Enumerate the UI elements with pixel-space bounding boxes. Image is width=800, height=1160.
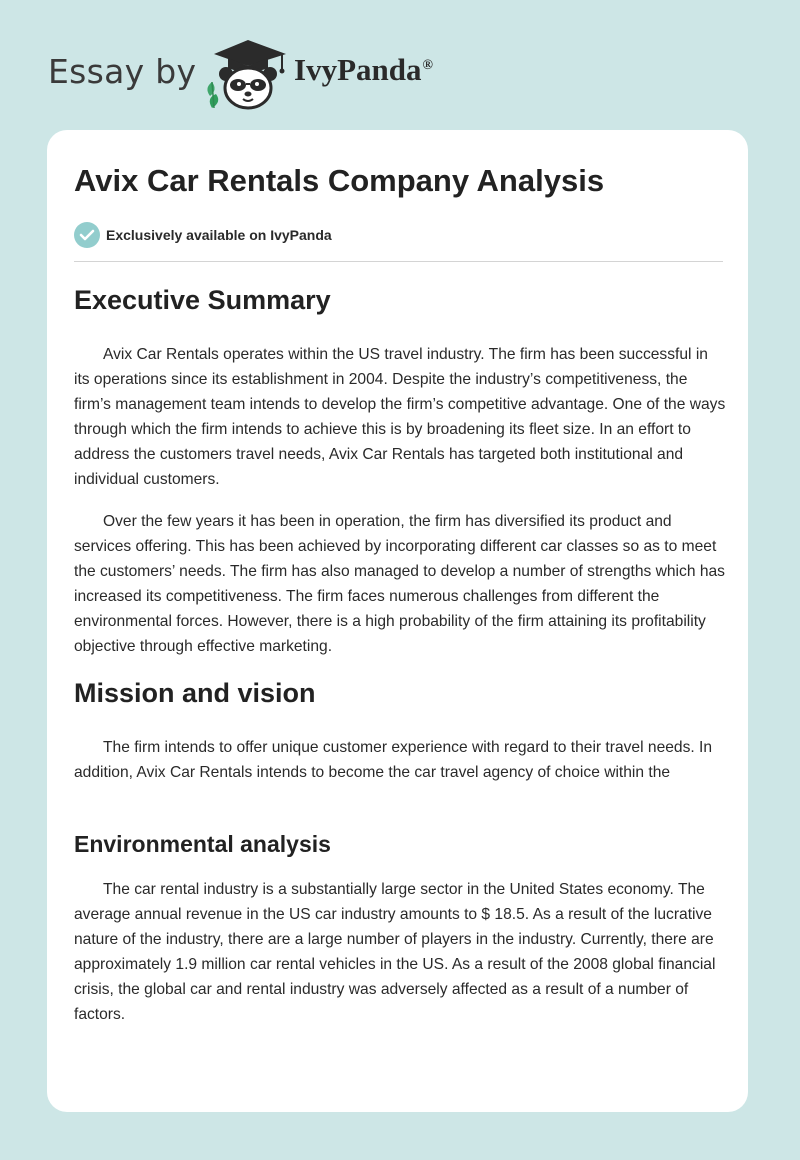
site-header — [0, 0, 800, 130]
brand-logo-text[interactable] — [294, 52, 433, 88]
exclusive-badge — [74, 222, 332, 248]
page-title: Avix Car Rentals Company Analysis — [74, 163, 605, 198]
section-heading-mission-and-vision: Mission and vision — [74, 678, 316, 708]
title-divider — [74, 261, 723, 262]
section-heading-environmental-analysis: Environmental analysis — [74, 831, 331, 857]
paragraph: Over the few years it has been in operation, the firm has diversified its product and services offering. This has been achieved by incorporating different car classes so as to meet the customers’ needs. The firm has also managed to develop a number of strengths which has increased its competitiveness. The firm faces numerous challenges from different the environmental forces. However, there is a high probability of the firm attaining its profitability objective through effective marketing. — [74, 513, 725, 655]
section-heading-executive-summary: Executive Summary — [74, 285, 331, 315]
checkmark-icon — [74, 222, 100, 248]
paragraph: The firm intends to offer unique customer experience with regard to their travel needs. In addition, Avix Car Rentals intends to become the car travel agency of choice within the — [74, 739, 713, 781]
paragraph: Avix Car Rentals operates within the US travel industry. The firm has been successful in its operations since its establishment in 2004. Despite the industry’s competitiveness, the firm’s management team intends to develop the firm’s competitive advantage. One of the ways through which the firm intends to achieve this is by broadening its fleet size. In an effort to address the customers travel needs, Avix Car Rentals has targeted both institutional and individual customers. — [74, 346, 726, 488]
badge-label: Exclusively available on IvyPanda — [106, 227, 332, 243]
brand-name: IvyPanda — [294, 52, 422, 87]
essay-by-label: Essay by — [48, 52, 197, 91]
panda-mascot-icon — [200, 36, 290, 112]
registered-mark: ® — [422, 57, 433, 73]
paragraph: The car rental industry is a substantially large sector in the United States economy. The average annual revenue in the US car industry amounts to $ 18.5. As a result of the lucrative nature of the industry, there are a large number of players in the industry. Currently, there are approximately 1.9 million car rental vehicles in the US. As a result of the 2008 global financial crisis, the global car and rental industry was adversely affected as a result of a number of factors. — [74, 881, 716, 1023]
essay-card — [47, 130, 748, 1112]
